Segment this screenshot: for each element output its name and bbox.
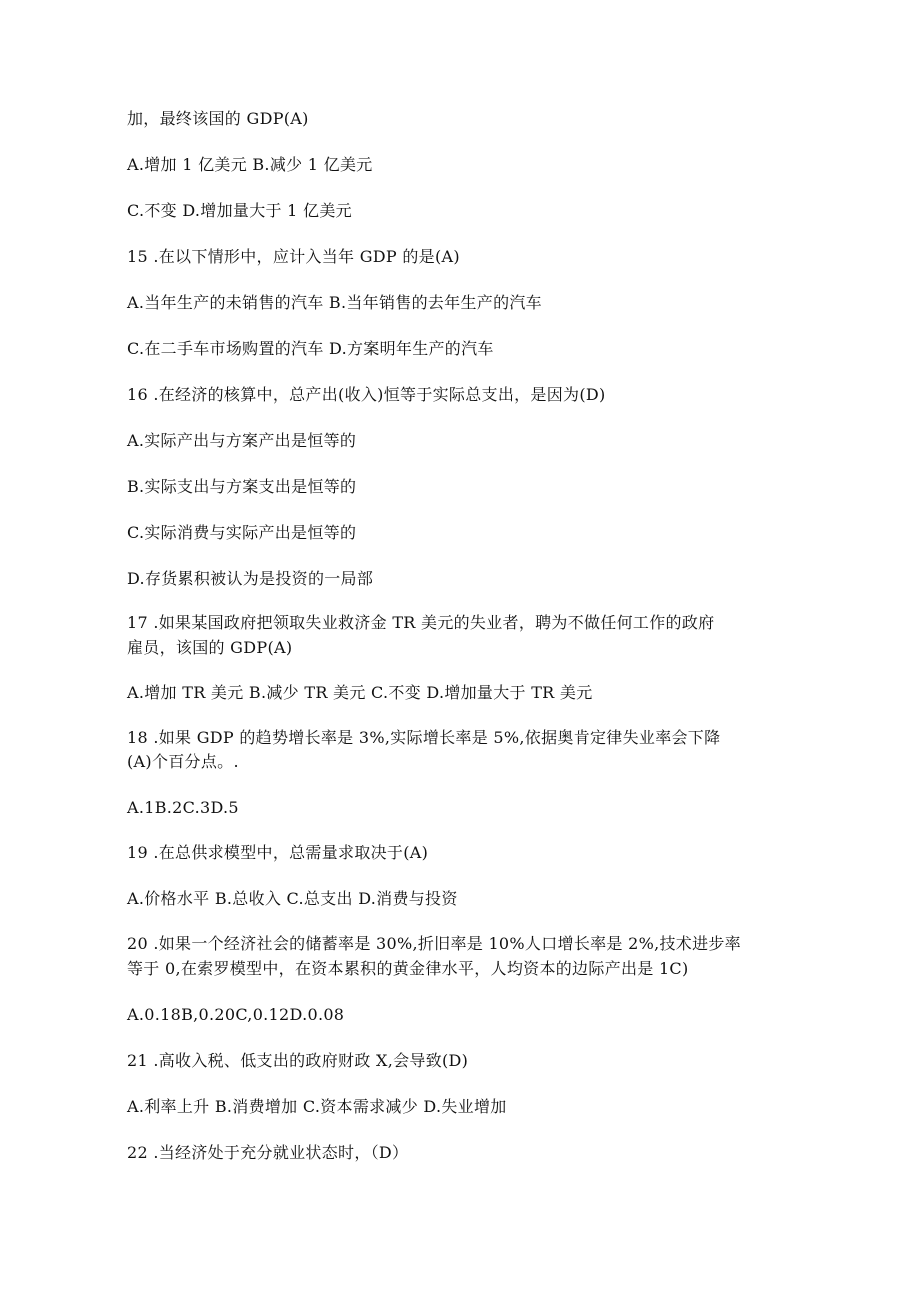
text-line: 等于 0,在索罗模型中，在资本累积的黄金律水平，人均资本的边际产出是 1C)	[127, 959, 689, 978]
text-line: D.存货累积被认为是投资的一局部	[127, 569, 374, 588]
text-line: (A)个百分点。.	[127, 752, 239, 771]
text-line: C.实际消费与实际产出是恒等的	[127, 523, 357, 542]
question-20: 20 .如果一个经济社会的储蓄率是 30%,折旧率是 10%人口增长率是 2%,技术进步率	[127, 934, 741, 953]
question-16: 16 .在经济的核算中，总产出(收入)恒等于实际总支出，是因为(D)	[127, 385, 606, 404]
text-line: A.利率上升 B.消费增加 C.资本需求减少 D.失业增加	[127, 1097, 507, 1116]
text-line: A.1B.2C.3D.5	[127, 798, 239, 817]
text-line: C.不变 D.增加量大于 1 亿美元	[127, 201, 352, 220]
text-line: A.实际产出与方案产出是恒等的	[127, 431, 357, 450]
question-19: 19 .在总供求模型中，总需量求取决于(A)	[127, 843, 429, 862]
text-line: A.增加 1 亿美元 B.减少 1 亿美元	[127, 155, 373, 174]
text-line: A.0.18B,0.20C,0.12D.0.08	[127, 1005, 345, 1024]
question-17: 17 .如果某国政府把领取失业救济金 TR 美元的失业者，聘为不做任何工作的政府	[127, 613, 715, 632]
question-18: 18 .如果 GDP 的趋势增长率是 3%,实际增长率是 5%,依据奥肯定律失业率会下降	[127, 728, 721, 747]
question-21: 21 .高收入税、低支出的政府财政 X,会导致(D)	[127, 1051, 469, 1070]
text-line: A.价格水平 B.总收入 C.总支出 D.消费与投资	[127, 889, 458, 908]
question-15: 15 .在以下情形中，应计入当年 GDP 的是(A)	[127, 247, 460, 266]
text-line: C.在二手车市场购置的汽车 D.方案明年生产的汽车	[127, 339, 494, 358]
text-line: 雇员，该国的 GDP(A)	[127, 638, 293, 657]
text-line: B.实际支出与方案支出是恒等的	[127, 477, 357, 496]
text-line: A.增加 TR 美元 B.减少 TR 美元 C.不变 D.增加量大于 TR 美元	[127, 683, 593, 702]
text-line: 加，最终该国的 GDP(A)	[127, 109, 309, 128]
text-line: A.当年生产的未销售的汽车 B.当年销售的去年生产的汽车	[127, 293, 542, 312]
question-22: 22 .当经济处于充分就业状态时，（D）	[127, 1143, 409, 1162]
